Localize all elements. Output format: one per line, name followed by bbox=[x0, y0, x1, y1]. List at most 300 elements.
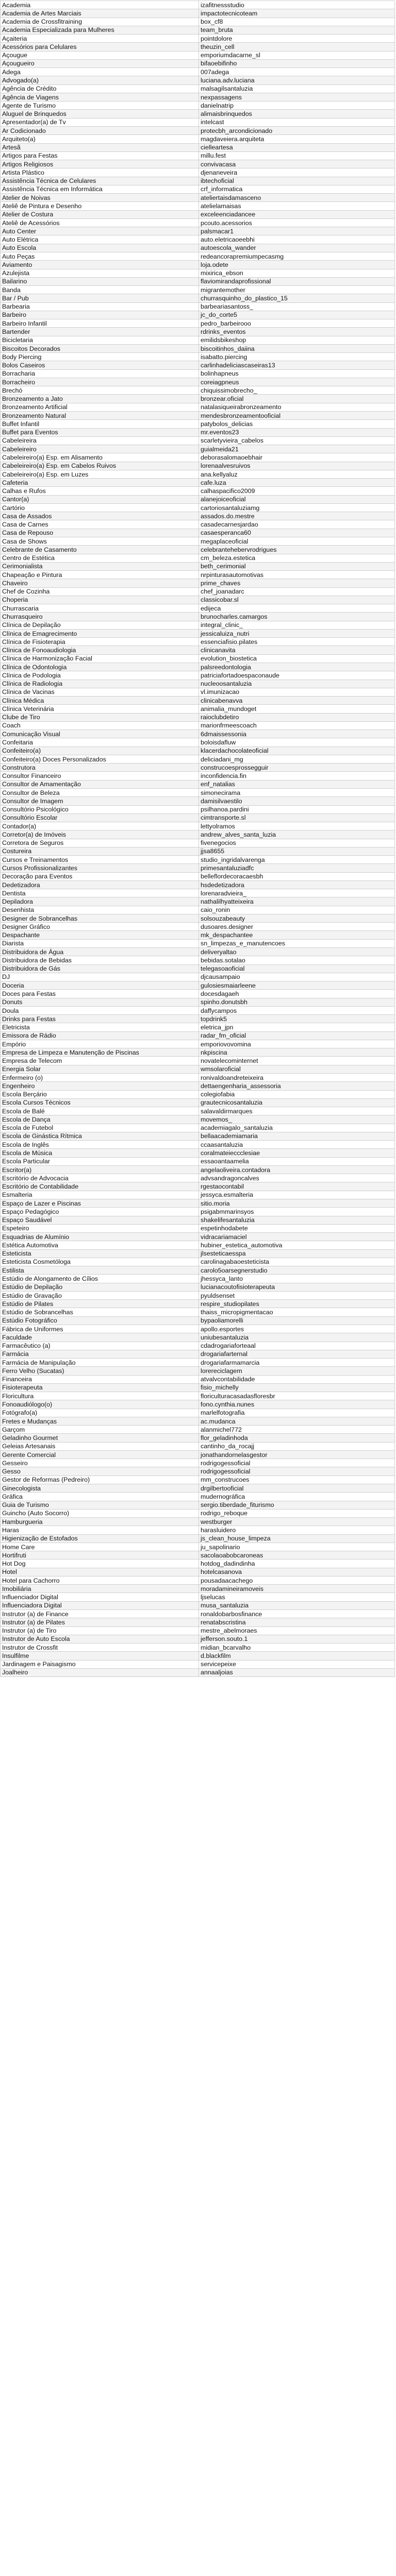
table-row bbox=[1, 671, 395, 680]
category-cell: Auto Peças bbox=[1, 252, 199, 260]
category-cell: Hamburgueria bbox=[1, 1518, 199, 1526]
account-handle-cell: hotdog_dadindinha bbox=[199, 1560, 395, 1568]
account-handle-cell: beth_cerimonial bbox=[199, 562, 395, 570]
account-handle-cell: mestre_abelmoraes bbox=[199, 1626, 395, 1635]
category-cell: Academia de Artes Marciais bbox=[1, 9, 199, 18]
category-cell: Hortifruti bbox=[1, 1551, 199, 1560]
account-handle-cell: rodrigogessoficial bbox=[199, 1467, 395, 1476]
table-row bbox=[1, 1283, 395, 1291]
account-handle-cell: izafitnessstudio bbox=[199, 1, 395, 9]
table-row bbox=[1, 1459, 395, 1467]
table-row bbox=[1, 990, 395, 998]
category-cell: Escola Cursos Técnicos bbox=[1, 1098, 199, 1107]
category-cell: Esmalteria bbox=[1, 1191, 199, 1199]
account-handle-cell: jefferson.souto.1 bbox=[199, 1635, 395, 1643]
category-cell: Dedetizadora bbox=[1, 880, 199, 889]
table-row bbox=[1, 914, 395, 922]
category-cell: Higienização de Estofados bbox=[1, 1534, 199, 1543]
category-cell: Confeiteiro(a) bbox=[1, 747, 199, 755]
account-handle-cell: advsandragoncalves bbox=[199, 1174, 395, 1182]
category-cell: Casa de Shows bbox=[1, 537, 199, 546]
table-row bbox=[1, 1643, 395, 1652]
account-handle-cell: fono.cynthia.nunes bbox=[199, 1400, 395, 1409]
category-cell: Garçom bbox=[1, 1426, 199, 1434]
account-handle-cell: ac.mudanca bbox=[199, 1417, 395, 1425]
table-row bbox=[1, 1182, 395, 1191]
table-row bbox=[1, 1040, 395, 1048]
category-cell: Engenheiro bbox=[1, 1082, 199, 1090]
table-row bbox=[1, 822, 395, 831]
account-handle-cell: deliciadani_mg bbox=[199, 755, 395, 763]
table-row bbox=[1, 1325, 395, 1333]
account-handle-cell: topdrink5 bbox=[199, 1015, 395, 1023]
category-cell: Decoração para Eventos bbox=[1, 872, 199, 880]
table-row bbox=[1, 1618, 395, 1626]
category-cell: Fábrica de Uniformes bbox=[1, 1325, 199, 1333]
category-cell: Bolos Caseiros bbox=[1, 361, 199, 369]
category-cell: Consultor de Amamentação bbox=[1, 780, 199, 788]
category-cell: Bartender bbox=[1, 328, 199, 336]
account-handle-cell: lorereciclagem bbox=[199, 1367, 395, 1375]
account-handle-cell: isabatto.piercing bbox=[199, 353, 395, 361]
account-handle-cell: renatabscristina bbox=[199, 1618, 395, 1626]
category-cell: Emissora de Rádio bbox=[1, 1031, 199, 1040]
account-handle-cell: essenciafisio.pilates bbox=[199, 638, 395, 646]
account-handle-cell: fivenegocios bbox=[199, 839, 395, 847]
account-handle-cell: loja.odete bbox=[199, 261, 395, 269]
category-cell: Cantor(a) bbox=[1, 495, 199, 503]
category-cell: Artigos Religiosos bbox=[1, 160, 199, 168]
table-row bbox=[1, 344, 395, 352]
account-handle-cell: ccaasantaluzia bbox=[199, 1141, 395, 1149]
account-handle-cell: novatelecominternet bbox=[199, 1057, 395, 1065]
table-row bbox=[1, 654, 395, 663]
account-handle-cell: theuzin_cell bbox=[199, 43, 395, 51]
account-handle-cell: deliveryaltao bbox=[199, 948, 395, 956]
category-cell: Cabeleireiro(a) Esp. em Cabelos Ruivos bbox=[1, 462, 199, 470]
table-row bbox=[1, 177, 395, 185]
category-cell: Bronzeamento Artificial bbox=[1, 403, 199, 411]
table-row bbox=[1, 311, 395, 319]
table-row bbox=[1, 1476, 395, 1484]
table-row bbox=[1, 319, 395, 328]
category-cell: Clínica de Odontologia bbox=[1, 663, 199, 671]
table-row bbox=[1, 118, 395, 126]
table-row bbox=[1, 218, 395, 227]
account-handle-cell: auto.eletricaoeebhi bbox=[199, 235, 395, 244]
table-row bbox=[1, 1426, 395, 1434]
account-handle-cell: servicepeixe bbox=[199, 1660, 395, 1668]
table-row bbox=[1, 1115, 395, 1124]
category-cell: Gesso bbox=[1, 1467, 199, 1476]
table-row bbox=[1, 302, 395, 311]
account-handle-cell: magdaveiera.arquiteta bbox=[199, 135, 395, 143]
table-row bbox=[1, 1635, 395, 1643]
category-cell: Donuts bbox=[1, 998, 199, 1006]
account-handle-cell: solsouzabeauty bbox=[199, 914, 395, 922]
table-row bbox=[1, 587, 395, 596]
table-row bbox=[1, 168, 395, 177]
category-cell: Assistência Técnica em Informática bbox=[1, 185, 199, 193]
account-handle-cell: exceleenciadancee bbox=[199, 210, 395, 218]
account-handle-cell: mr.eventos23 bbox=[199, 428, 395, 436]
account-handle-cell: nkpiscina bbox=[199, 1048, 395, 1057]
category-cell: Escola de Ginástica Rítmica bbox=[1, 1132, 199, 1140]
table-row bbox=[1, 638, 395, 646]
category-cell: Empresa de Telecom bbox=[1, 1057, 199, 1065]
table-row bbox=[1, 202, 395, 210]
category-cell: Espeteiro bbox=[1, 1224, 199, 1232]
table-row bbox=[1, 328, 395, 336]
table-row bbox=[1, 261, 395, 269]
table-row bbox=[1, 562, 395, 570]
table-row bbox=[1, 663, 395, 671]
table-row bbox=[1, 487, 395, 495]
table-row bbox=[1, 1241, 395, 1249]
category-cell: Clínica de Podologia bbox=[1, 671, 199, 680]
account-handle-cell: autoescola_wander bbox=[199, 244, 395, 252]
table-row bbox=[1, 856, 395, 864]
category-cell: Clínica Veterinária bbox=[1, 705, 199, 713]
account-handle-cell: bebidas.sotalao bbox=[199, 956, 395, 964]
account-handle-cell: angelaoliveira.contadora bbox=[199, 1165, 395, 1174]
category-cell: Home Care bbox=[1, 1543, 199, 1551]
account-handle-cell: mk_despachantee bbox=[199, 931, 395, 939]
account-handle-cell: bellaacademiamaria bbox=[199, 1132, 395, 1140]
table-row bbox=[1, 1300, 395, 1308]
table-row bbox=[1, 436, 395, 445]
category-cell: Ferro Velho (Sucatas) bbox=[1, 1367, 199, 1375]
account-handle-cell: megaplaceoficial bbox=[199, 537, 395, 546]
account-handle-cell: cm_beleza.estetica bbox=[199, 554, 395, 562]
account-handle-cell: fisio_michelly bbox=[199, 1383, 395, 1392]
account-handle-cell: ju_sapolinario bbox=[199, 1543, 395, 1551]
account-handle-cell: convivacasa bbox=[199, 160, 395, 168]
account-handle-cell: bifaoebifinho bbox=[199, 59, 395, 67]
category-cell: Construtora bbox=[1, 764, 199, 772]
category-cell: Churrascaria bbox=[1, 604, 199, 613]
account-handle-cell: js_clean_house_limpeza bbox=[199, 1534, 395, 1543]
category-cell: Advogado(a) bbox=[1, 76, 199, 84]
table-row bbox=[1, 1518, 395, 1526]
table-row bbox=[1, 697, 395, 705]
category-cell: Acessórios para Celulares bbox=[1, 43, 199, 51]
category-cell: Doula bbox=[1, 1006, 199, 1014]
account-handle-cell: sn_limpezas_e_manutencoes bbox=[199, 939, 395, 947]
table-row bbox=[1, 1593, 395, 1601]
account-handle-cell: d.blackfilm bbox=[199, 1652, 395, 1660]
table-row bbox=[1, 688, 395, 696]
category-cell: Borracharia bbox=[1, 369, 199, 378]
account-handle-cell: alanmichel772 bbox=[199, 1426, 395, 1434]
category-cell: Auto Center bbox=[1, 227, 199, 235]
account-handle-cell: coralmateieccclesiae bbox=[199, 1149, 395, 1157]
account-handle-cell: cafe.luza bbox=[199, 479, 395, 487]
category-cell: Escola de Futebol bbox=[1, 1124, 199, 1132]
table-row bbox=[1, 1149, 395, 1157]
category-cell: Choperia bbox=[1, 596, 199, 604]
table-row bbox=[1, 353, 395, 361]
account-handle-cell: migrantemother bbox=[199, 286, 395, 294]
category-cell: Confeitaria bbox=[1, 738, 199, 747]
category-cell: Clínica de Depilação bbox=[1, 621, 199, 629]
account-handle-cell: radar_fm_oficial bbox=[199, 1031, 395, 1040]
table-row bbox=[1, 1031, 395, 1040]
category-cell: Imobiliária bbox=[1, 1585, 199, 1593]
category-cell: Chapeação e Pintura bbox=[1, 571, 199, 579]
account-handle-cell: espetinhodabete bbox=[199, 1224, 395, 1232]
table-row bbox=[1, 981, 395, 990]
table-row bbox=[1, 252, 395, 260]
account-handle-cell: redeancorapremiumpecasmg bbox=[199, 252, 395, 260]
table-row bbox=[1, 35, 395, 43]
category-cell: Esteticista bbox=[1, 1249, 199, 1258]
category-cell: Cabeleireira bbox=[1, 436, 199, 445]
account-handle-cell: hotelcasanova bbox=[199, 1568, 395, 1576]
account-handle-cell: rodrigo_reboque bbox=[199, 1509, 395, 1517]
table-row bbox=[1, 1107, 395, 1115]
account-handle-cell: djcausampaio bbox=[199, 973, 395, 981]
category-cell: Estética Automotiva bbox=[1, 1241, 199, 1249]
account-handle-cell: bypaoliamorelli bbox=[199, 1316, 395, 1325]
table-row bbox=[1, 1400, 395, 1409]
category-cell: Bailarino bbox=[1, 277, 199, 285]
account-handle-cell: casaesperanca60 bbox=[199, 529, 395, 537]
table-row bbox=[1, 571, 395, 579]
table-row bbox=[1, 1501, 395, 1509]
account-handle-cell: jonathandornelasgestor bbox=[199, 1450, 395, 1459]
category-cell: Escola Berçário bbox=[1, 1090, 199, 1098]
account-handle-cell: alanejoiceoficial bbox=[199, 495, 395, 503]
account-handle-cell: integral_clinic_ bbox=[199, 621, 395, 629]
category-cell: Academia Especializada para Mulheres bbox=[1, 26, 199, 34]
table-row bbox=[1, 713, 395, 721]
table-row bbox=[1, 1359, 395, 1367]
category-cell: Estúdio de Gravação bbox=[1, 1291, 199, 1299]
account-handle-cell: construcoesprossegguir bbox=[199, 764, 395, 772]
account-handle-cell: djenaneveira bbox=[199, 168, 395, 177]
table-row bbox=[1, 546, 395, 554]
category-cell: Casa de Assados bbox=[1, 512, 199, 520]
account-handle-cell: emilidsbikeshop bbox=[199, 336, 395, 344]
table-row bbox=[1, 889, 395, 897]
account-handle-cell: drogariafarmamarcia bbox=[199, 1359, 395, 1367]
category-cell: Auto Elétrica bbox=[1, 235, 199, 244]
category-cell: Depiladora bbox=[1, 897, 199, 906]
table-row bbox=[1, 839, 395, 847]
category-cell: Cabeleireiro bbox=[1, 445, 199, 453]
category-cell: Estúdio Fotográfico bbox=[1, 1316, 199, 1325]
table-row bbox=[1, 512, 395, 520]
account-handle-cell: patybolos_delicias bbox=[199, 420, 395, 428]
table-row bbox=[1, 1023, 395, 1031]
table-row bbox=[1, 160, 395, 168]
table-row bbox=[1, 906, 395, 914]
category-cell: Bronzeamento a Jato bbox=[1, 395, 199, 403]
category-cell: Agência de Crédito bbox=[1, 84, 199, 93]
table-row bbox=[1, 780, 395, 788]
account-handle-cell: 6dmaissessonia bbox=[199, 730, 395, 738]
category-cell: Açougue bbox=[1, 51, 199, 59]
table-row bbox=[1, 520, 395, 529]
category-cell: Instrutor (a) de Finance bbox=[1, 1610, 199, 1618]
category-cell: Fisioterapeuta bbox=[1, 1383, 199, 1392]
table-row bbox=[1, 998, 395, 1006]
category-cell: Artesã bbox=[1, 143, 199, 151]
account-handle-cell: musa_santaluzia bbox=[199, 1601, 395, 1609]
table-row bbox=[1, 1342, 395, 1350]
category-cell: Farmacêutico (a) bbox=[1, 1342, 199, 1350]
table-row bbox=[1, 1467, 395, 1476]
table-row bbox=[1, 1576, 395, 1584]
category-cell: Empresa de Limpeza e Manutenção de Piscinas bbox=[1, 1048, 199, 1057]
table-row bbox=[1, 1484, 395, 1493]
account-handle-cell: lettyolramos bbox=[199, 822, 395, 831]
account-handle-cell: academiagalo_santaluzia bbox=[199, 1124, 395, 1132]
account-handle-cell: mendesbronzeamentooficial bbox=[199, 412, 395, 420]
category-cell: Espaço Saudável bbox=[1, 1216, 199, 1224]
category-cell: Açaiteria bbox=[1, 35, 199, 43]
category-cell: Distribuidora de Gás bbox=[1, 964, 199, 973]
category-cell: Hotel para Cachorro bbox=[1, 1576, 199, 1584]
category-cell: Calhas e Rufos bbox=[1, 487, 199, 495]
account-handle-cell: thaiss_micropigmentacao bbox=[199, 1308, 395, 1316]
account-handle-cell: cdadrogariaforteaal bbox=[199, 1342, 395, 1350]
account-handle-cell: chiquissimobrecho_ bbox=[199, 386, 395, 395]
table-row bbox=[1, 9, 395, 18]
table-row bbox=[1, 412, 395, 420]
category-cell: Designer de Sobrancelhas bbox=[1, 914, 199, 922]
table-row bbox=[1, 721, 395, 730]
table-row bbox=[1, 872, 395, 880]
table-row bbox=[1, 336, 395, 344]
account-handle-cell: assados.do.mestre bbox=[199, 512, 395, 520]
account-handle-cell: mudernográfica bbox=[199, 1493, 395, 1501]
category-cell: Bar / Pub bbox=[1, 294, 199, 302]
account-handle-cell: crf_informatica bbox=[199, 185, 395, 193]
table-row bbox=[1, 847, 395, 855]
table-row bbox=[1, 1048, 395, 1057]
table-row bbox=[1, 956, 395, 964]
category-cell: Estúdio de Sobrancelhas bbox=[1, 1308, 199, 1316]
account-handle-cell: vidracariamaciel bbox=[199, 1233, 395, 1241]
category-cell: Artista Plástico bbox=[1, 168, 199, 177]
account-handle-cell: emporiovovomina bbox=[199, 1040, 395, 1048]
table-row bbox=[1, 939, 395, 947]
table-row bbox=[1, 1551, 395, 1560]
account-handle-cell: nucleoosantaluzia bbox=[199, 680, 395, 688]
table-row bbox=[1, 43, 395, 51]
category-cell: Corretora de Seguros bbox=[1, 839, 199, 847]
category-cell: Brechó bbox=[1, 386, 199, 395]
category-cell: Buffet Infantil bbox=[1, 420, 199, 428]
category-cell: Floricultura bbox=[1, 1392, 199, 1400]
account-handle-cell: box_cf8 bbox=[199, 18, 395, 26]
account-handle-cell: dusoares.designer bbox=[199, 923, 395, 931]
table-row bbox=[1, 529, 395, 537]
category-cell: Confeiteiro(a) Doces Personalizados bbox=[1, 755, 199, 763]
category-cell: Estúdio de Alongamento de Cílios bbox=[1, 1275, 199, 1283]
table-row bbox=[1, 420, 395, 428]
table-row bbox=[1, 646, 395, 654]
category-cell: Chaveiro bbox=[1, 579, 199, 587]
category-cell: Cabeleireiro(a) Esp. em Luzes bbox=[1, 470, 199, 478]
table-row bbox=[1, 126, 395, 134]
table-row bbox=[1, 554, 395, 562]
table-row bbox=[1, 1090, 395, 1098]
category-cell: Ar Codicionado bbox=[1, 126, 199, 134]
table-row bbox=[1, 286, 395, 294]
category-cell: Escola de Balé bbox=[1, 1107, 199, 1115]
category-cell: Academia bbox=[1, 1, 199, 9]
account-handle-cell: gulosiesmaiarleene bbox=[199, 981, 395, 990]
table-row bbox=[1, 1350, 395, 1358]
account-handle-cell: docesdagaeh bbox=[199, 990, 395, 998]
account-handle-cell: lorenaradvieira_ bbox=[199, 889, 395, 897]
account-handle-cell: casadecarnesjardao bbox=[199, 520, 395, 529]
table-row bbox=[1, 395, 395, 403]
account-handle-cell: protecbh_arcondicionado bbox=[199, 126, 395, 134]
category-cell: Artigos para Festas bbox=[1, 151, 199, 160]
account-handle-cell: cantinho_da_rocajj bbox=[199, 1442, 395, 1450]
category-cell: Diarista bbox=[1, 939, 199, 947]
category-cell: Haras bbox=[1, 1526, 199, 1534]
table-row bbox=[1, 1006, 395, 1014]
account-handle-cell: andrew_alves_santa_luzia bbox=[199, 831, 395, 839]
account-handle-cell: drogariafarternal bbox=[199, 1350, 395, 1358]
table-row bbox=[1, 1124, 395, 1132]
category-cell: Academia de Crossfitraining bbox=[1, 18, 199, 26]
category-cell: Enfermeiro (o) bbox=[1, 1074, 199, 1082]
category-cell: Hot Dog bbox=[1, 1560, 199, 1568]
account-handle-cell: telegasoaoficial bbox=[199, 964, 395, 973]
table-row bbox=[1, 1383, 395, 1392]
table-row bbox=[1, 1660, 395, 1668]
account-handle-cell: churrasquinho_do_plastico_15 bbox=[199, 294, 395, 302]
account-handle-cell: evolution_biostetica bbox=[199, 654, 395, 663]
account-handle-cell: harasluidero bbox=[199, 1526, 395, 1534]
category-cell: Clínica de Emagrecimento bbox=[1, 629, 199, 637]
category-cell: Body Piercing bbox=[1, 353, 199, 361]
table-row bbox=[1, 495, 395, 503]
category-cell: Aluguel de Brinquedos bbox=[1, 110, 199, 118]
table-row bbox=[1, 277, 395, 285]
account-handle-cell: danielnatrip bbox=[199, 101, 395, 110]
category-cell: Açougueiro bbox=[1, 59, 199, 67]
category-cell: Clínica de Fisioterapia bbox=[1, 638, 199, 646]
table-row bbox=[1, 579, 395, 587]
account-handle-cell: drgilbertooficial bbox=[199, 1484, 395, 1493]
table-row bbox=[1, 604, 395, 613]
table-row bbox=[1, 135, 395, 143]
account-handle-cell: mm_construcoes bbox=[199, 1476, 395, 1484]
category-cell: Consultório Psicológico bbox=[1, 805, 199, 814]
table-row bbox=[1, 831, 395, 839]
account-handle-cell: psilhanoa.pardini bbox=[199, 805, 395, 814]
account-handle-cell: annaaljoias bbox=[199, 1668, 395, 1676]
category-cell: Insulfilme bbox=[1, 1652, 199, 1660]
category-cell: Buffet para Eventos bbox=[1, 428, 199, 436]
category-cell: Clínica de Fonoaudiologia bbox=[1, 646, 199, 654]
table-row bbox=[1, 1610, 395, 1618]
table-row bbox=[1, 1526, 395, 1534]
table-row bbox=[1, 805, 395, 814]
category-cell: Farmácia de Manipulação bbox=[1, 1359, 199, 1367]
account-handle-cell: wmsolaroficial bbox=[199, 1065, 395, 1073]
table-row bbox=[1, 923, 395, 931]
account-handle-cell: essaoantaamelia bbox=[199, 1157, 395, 1165]
account-handle-cell: sacolaoabobcaroneas bbox=[199, 1551, 395, 1560]
